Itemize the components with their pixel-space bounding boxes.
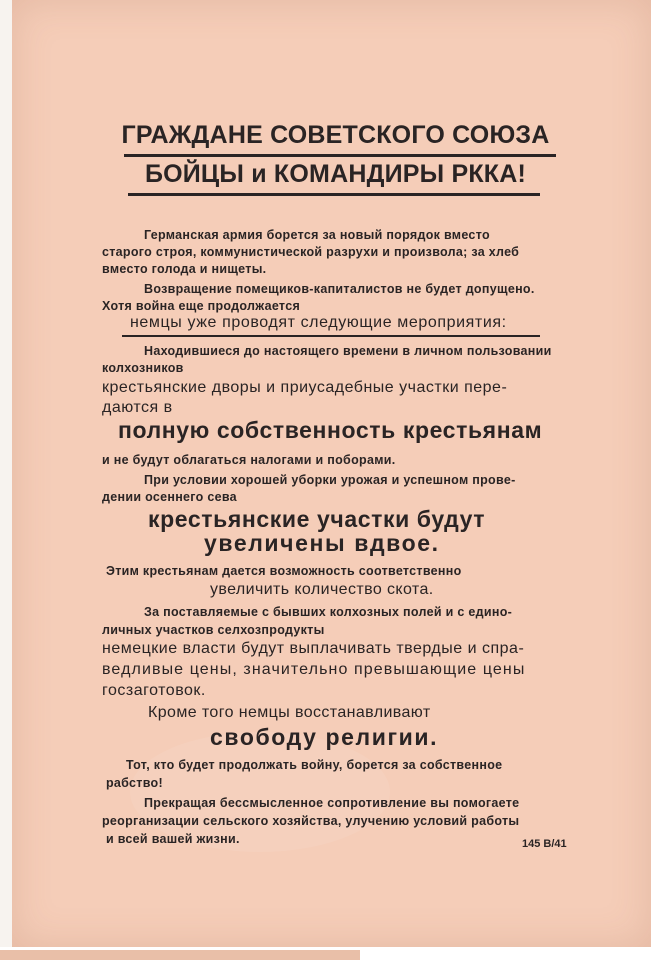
- paragraph-line: Тот, кто будет продолжать войну, борется за собственное: [126, 758, 503, 772]
- paragraph-line: даются в: [102, 399, 173, 416]
- measures-rule: [122, 335, 540, 337]
- heading-rule-2: [128, 193, 540, 196]
- heading-line-1: ГРАЖДАНЕ СОВЕТСКОГО СОЮЗА: [121, 121, 550, 149]
- highlight-doubled: увеличены вдвое.: [204, 530, 440, 556]
- highlight-religion: свободу религии.: [210, 724, 439, 750]
- paragraph-line: Германская армия борется за новый порядок вместо: [144, 228, 490, 242]
- paragraph-line: рабство!: [106, 776, 163, 790]
- paragraph-line: Возвращение помещиков-капиталистов не будет допущено.: [144, 282, 535, 296]
- print-code: 145 B/41: [522, 838, 567, 850]
- paragraph-line: Этим крестьянам дается возможность соответственно: [106, 564, 462, 578]
- paragraph-line: и всей вашей жизни.: [106, 832, 240, 846]
- paragraph-line: Кроме того немцы восстанавливают: [148, 704, 431, 721]
- background-edge: [0, 0, 12, 960]
- paragraph-line: дении осеннего сева: [102, 490, 237, 504]
- paragraph-line: колхозников: [102, 361, 184, 375]
- highlight-full-ownership: полную собственность крестьянам: [118, 417, 543, 443]
- paragraph-line: Хотя война еще продолжается: [102, 299, 301, 313]
- paragraph-line: госзаготовок.: [102, 682, 206, 699]
- paragraph-line: реорганизации сельского хозяйства, улучению условий работы: [102, 814, 520, 828]
- paragraph-line: крестьянские дворы и приусадебные участки пере-: [102, 379, 508, 396]
- paragraph-line: При условии хорошей уборки урожая и успешном прове-: [144, 473, 516, 487]
- underlying-sheet: [0, 950, 360, 960]
- paragraph-line: вместо голода и нищеты.: [102, 262, 267, 276]
- paragraph-line: ведливые цены, значительно превышающие цены: [102, 661, 526, 678]
- livestock-line: увеличить количество скота.: [210, 581, 434, 598]
- paragraph-line: личных участков селхозпродукты: [102, 623, 325, 637]
- paragraph-line: За поставляемые с бывших колхозных полей и с едино-: [144, 605, 513, 619]
- paragraph-line: Находившиеся до настоящего времени в личном пользовании: [144, 344, 552, 358]
- measures-heading: немцы уже проводят следующие мероприятия:: [130, 314, 507, 331]
- highlight-plots: крестьянские участки будут: [148, 506, 486, 532]
- heading-line-2: БОЙЦЫ и КОМАНДИРЫ РККА!: [144, 160, 527, 188]
- paragraph-line: Прекращая бессмысленное сопротивление вы помогаете: [144, 796, 520, 810]
- paragraph-line: старого строя, коммунистической разрухи и произвола; за хлеб: [102, 245, 520, 259]
- paragraph-line: и не будут облагаться налогами и поборами.: [102, 453, 396, 467]
- paragraph-line: немецкие власти будут выплачивать твердые и спра-: [102, 640, 525, 657]
